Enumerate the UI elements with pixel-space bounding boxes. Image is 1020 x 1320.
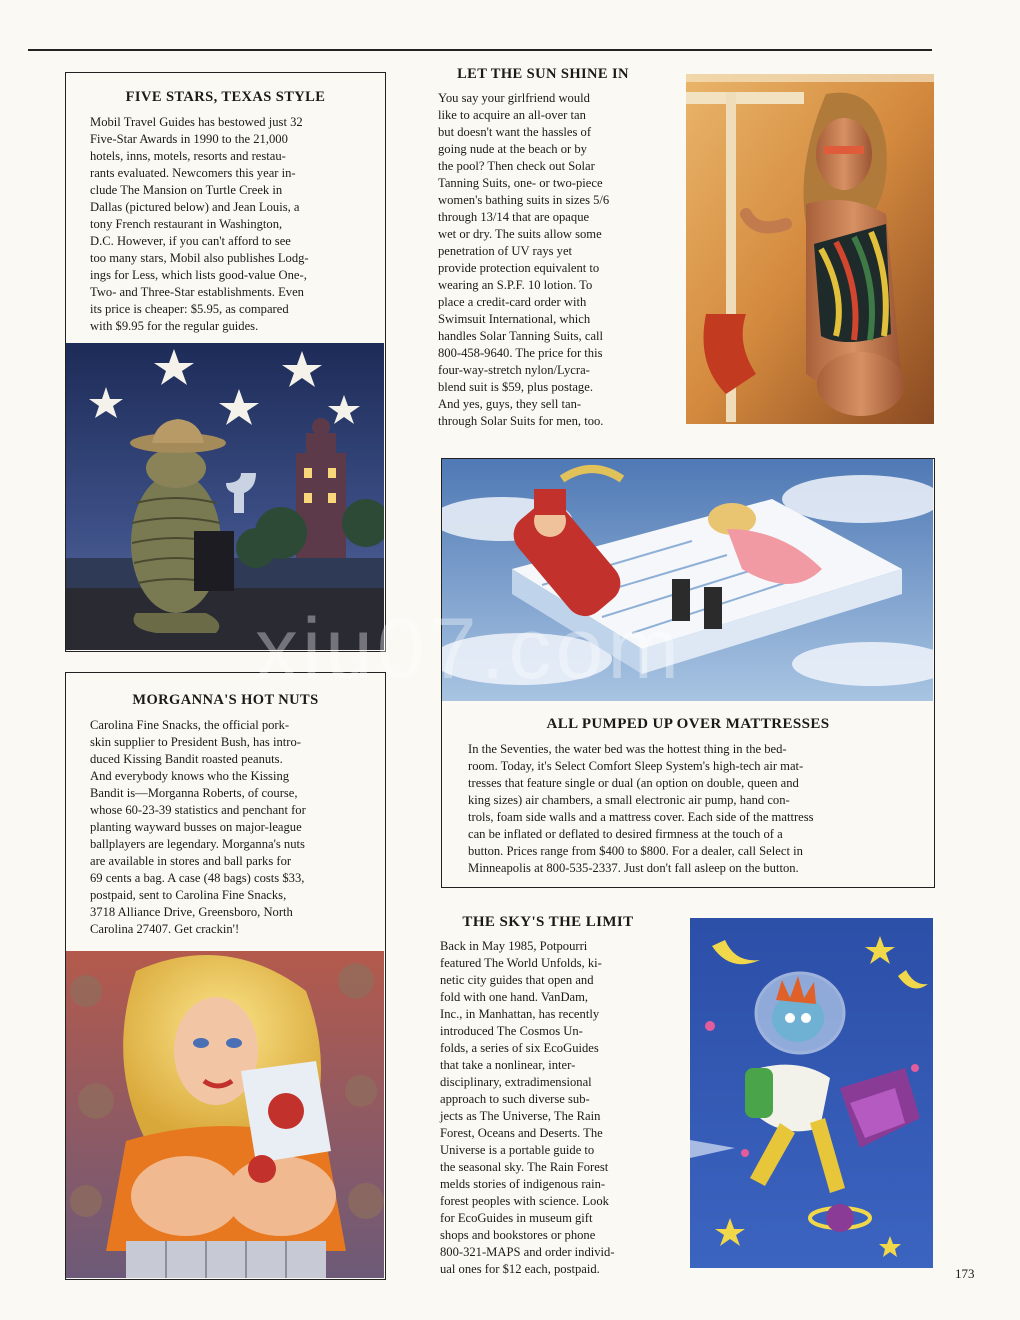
- text-line: the pool? Then check out Solar: [438, 159, 595, 173]
- text-line: 800-458-9640. The price for this: [438, 346, 603, 360]
- text-line: place a credit-card order with: [438, 295, 587, 309]
- text-line: the seasonal sky. The Rain Forest: [440, 1160, 609, 1174]
- text-line: Swimsuit International, which: [438, 312, 591, 326]
- text-line: Mobil Travel Guides has bestowed just 32: [90, 115, 303, 129]
- text-line: In the Seventies, the water bed was the hottest thing in the bed-: [468, 742, 787, 756]
- text-line: but doesn't want the hassles of: [438, 125, 592, 139]
- text-line: introduced The Cosmos Un-: [440, 1024, 583, 1038]
- text-line: four-way-stretch nylon/Lycra-: [438, 363, 590, 377]
- text-line: ings for Less, which lists good-value One-,: [90, 268, 307, 282]
- text-line: whose 60-23-39 statistics and penchant for: [90, 803, 306, 817]
- text-line: through Solar Suits for men, too.: [438, 414, 604, 428]
- text-line: tresses that feature single or dual (an option on double, queen and: [468, 776, 799, 790]
- text-line: And yes, guys, they sell tan-: [438, 397, 582, 411]
- text-line: button. Prices range from $400 to $800. For a dealer, call Select in: [468, 844, 803, 858]
- text-line: going nude at the beach or by: [438, 142, 587, 156]
- text-line: Minneapolis at 800-535-2337. Just don't fall asleep on the button.: [468, 861, 799, 875]
- page-number: 173: [955, 1266, 975, 1281]
- text-line: 800-321-MAPS and order individ-: [440, 1245, 615, 1259]
- tanning-suit-photo-icon: [686, 74, 934, 424]
- text-line: netic city guides that open and: [440, 973, 594, 987]
- text-line: disciplinary, extradimensional: [440, 1075, 592, 1089]
- text-line: D.C. However, if you can't afford to see: [90, 234, 291, 248]
- air-mattress-illustration-icon: [442, 459, 933, 701]
- five-stars-article: [65, 72, 386, 652]
- text-line: approach to such diverse sub-: [440, 1092, 590, 1106]
- text-line: folds, a series of six EcoGuides: [440, 1041, 599, 1055]
- mattress-article: [441, 458, 935, 888]
- text-line: hotels, inns, motels, resorts and restau-: [90, 149, 286, 163]
- five-stars-body: [90, 114, 380, 335]
- text-line: that take a nonlinear, inter-: [440, 1058, 576, 1072]
- text-line: rants evaluated. Newcomers this year in-: [90, 166, 296, 180]
- text-line: room. Today, it's Select Comfort Sleep System's high-tech air mat-: [468, 759, 804, 773]
- text-line: Two- and Three-Star establishments. Even: [90, 285, 304, 299]
- text-line: fold with one hand. VanDam,: [440, 990, 589, 1004]
- text-line: skin supplier to President Bush, has intro-: [90, 735, 301, 749]
- sun-body: [438, 90, 688, 430]
- text-line: Dallas (pictured below) and Jean Louis, a: [90, 200, 300, 214]
- text-line: tony French restaurant in Washington,: [90, 217, 283, 231]
- sky-body: [440, 938, 680, 1278]
- text-line: like to acquire an all-over tan: [438, 108, 586, 122]
- text-line: planting wayward busses on major-league: [90, 820, 302, 834]
- text-line: ballplayers are legendary. Morganna's nuts: [90, 837, 305, 851]
- text-line: Universe is a portable guide to: [440, 1143, 595, 1157]
- text-line: 69 cents a bag. A case (48 bags) costs $33,: [90, 871, 305, 885]
- text-line: wearing an S.P.F. 10 lotion. To: [438, 278, 593, 292]
- mattress-title: ALL PUMPED UP OVER MATTRESSES: [546, 716, 830, 732]
- text-line: Carolina Fine Snacks, the official pork-: [90, 718, 290, 732]
- mattress-body: [468, 741, 928, 877]
- text-line: penetration of UV rays yet: [438, 244, 573, 258]
- text-line: through 13/14 that are opaque: [438, 210, 590, 224]
- text-line: melds stories of indigenous rain-: [440, 1177, 606, 1191]
- text-line: shops and bookstores or phone: [440, 1228, 596, 1242]
- text-line: postpaid, sent to Carolina Fine Snacks,: [90, 888, 287, 902]
- watermark: xiu07.com: [255, 601, 683, 697]
- text-line: women's bathing suits in sizes 5/6: [438, 193, 610, 207]
- space-kid-illustration-icon: [690, 918, 933, 1268]
- text-line: Tanning Suits, one- or two-piece: [438, 176, 603, 190]
- text-line: Back in May 1985, Potpourri: [440, 939, 588, 953]
- text-line: provide protection equivalent to: [438, 261, 600, 275]
- text-line: Inc., in Manhattan, has recently: [440, 1007, 600, 1021]
- text-line: its price is cheaper: $5.95, as compared: [90, 302, 289, 316]
- text-line: ual ones for $12 each, postpaid.: [440, 1262, 600, 1276]
- text-line: blend suit is $59, plus postage.: [438, 380, 593, 394]
- text-line: trols, foam side walls and a mattress cover. Each side of the mattress: [468, 810, 814, 824]
- text-line: jects as The Universe, The Rain: [440, 1109, 601, 1123]
- text-line: clude The Mansion on Turtle Creek in: [90, 183, 283, 197]
- sky-title: THE SKY'S THE LIMIT: [462, 914, 634, 930]
- text-line: duced Kissing Bandit roasted peanuts.: [90, 752, 283, 766]
- text-line: And everybody knows who the Kissing: [90, 769, 290, 783]
- text-line: Forest, Oceans and Deserts. The: [440, 1126, 603, 1140]
- text-line: featured The World Unfolds, ki-: [440, 956, 602, 970]
- text-line: too many stars, Mobil also publishes Lodg-: [90, 251, 309, 265]
- nuts-body: [90, 717, 382, 938]
- text-line: can be inflated or deflated to desired firmness at the touch of a: [468, 827, 783, 841]
- morganna-peanuts-illustration-icon: [66, 951, 384, 1278]
- text-line: are available in stores and ball parks for: [90, 854, 292, 868]
- text-line: wet or dry. The suits allow some: [438, 227, 602, 241]
- nuts-article: [65, 672, 386, 1280]
- text-line: Five-Star Awards in 1990 to the 21,000: [90, 132, 288, 146]
- text-line: Bandit is—Morganna Roberts, of course,: [90, 786, 298, 800]
- text-line: forest peoples with science. Look: [440, 1194, 609, 1208]
- sun-title: LET THE SUN SHINE IN: [457, 66, 629, 82]
- text-line: handles Solar Tanning Suits, call: [438, 329, 604, 343]
- text-line: king sizes) air chambers, a small electronic air pump, hand con-: [468, 793, 790, 807]
- text-line: You say your girlfriend would: [438, 91, 590, 105]
- text-line: for EcoGuides in museum gift: [440, 1211, 593, 1225]
- armadillo-in-cowboy-hat-icon: [66, 343, 384, 650]
- five-stars-title: FIVE STARS, TEXAS STYLE: [125, 89, 326, 105]
- text-line: 3718 Alliance Drive, Greensboro, North: [90, 905, 293, 919]
- nuts-title: MORGANNA'S HOT NUTS: [132, 692, 319, 708]
- text-line: Carolina 27407. Get crackin'!: [90, 922, 240, 936]
- text-line: with $9.95 for the regular guides.: [90, 319, 259, 333]
- top-rule: [28, 49, 932, 51]
